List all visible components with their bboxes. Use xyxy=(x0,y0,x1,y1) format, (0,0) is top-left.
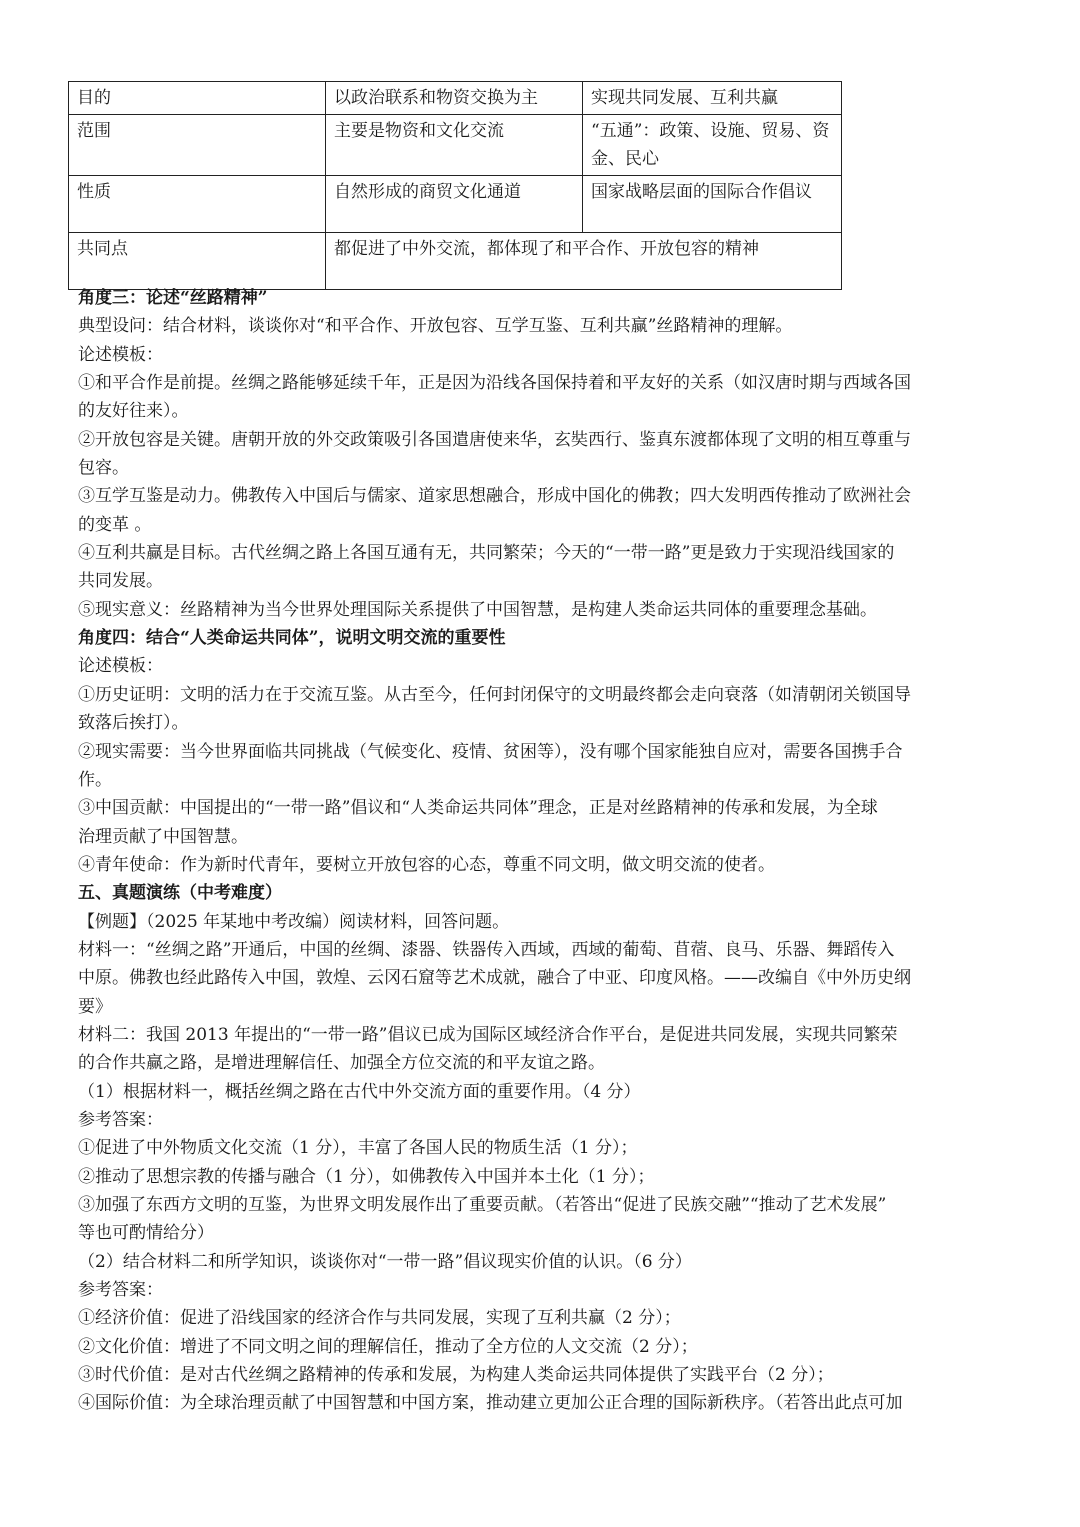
text-line: ①促进了中外物质文化交流（1 分），丰富了各国人民的物质生活（1 分）； xyxy=(78,1138,638,1159)
text-line: 中原。佛教也经此路传入中国，敦煌、云冈石窟等艺术成就，融合了中亚、印度风格。——改编自《中外历史纲 xyxy=(78,968,911,989)
text-line: 材料一：“丝绸之路”开通后，中国的丝绸、漆器、铁器传入西域，西域的葡萄、苜蓿、良马、乐器、舞蹈传入 xyxy=(78,939,895,960)
text-line: ②文化价值：增进了不同文明之间的理解信任，推动了全方位的人文交流（2 分）； xyxy=(78,1336,698,1357)
table-cell: 主要是物资和文化交流 xyxy=(326,115,583,176)
text-line: ②推动了思想宗教的传播与融合（1 分），如佛教传入中国并本土化（1 分）； xyxy=(78,1166,655,1187)
table-cell: 共同点 xyxy=(69,233,326,290)
text-line: 的变革 。 xyxy=(78,514,152,535)
table-cell: “五通”：政策、设施、贸易、资金、民心 xyxy=(583,115,842,176)
text-line: ④国际价值：为全球治理贡献了中国智慧和中国方案，推动建立更加公正合理的国际新秩序。（若答出此点可加 xyxy=(78,1393,903,1414)
body-text xyxy=(78,284,1008,1446)
text-line: 典型设问：结合材料，谈谈你对“和平合作、开放包容、互学互鉴、互利共赢”丝路精神的理解。 xyxy=(78,316,793,337)
table-cell: 自然形成的商贸文化通道 xyxy=(326,176,583,233)
text-line: 共同发展。 xyxy=(78,571,163,592)
table-row xyxy=(69,233,842,290)
text-line: 等也可酌情给分） xyxy=(78,1223,214,1244)
text-line: 的合作共赢之路，是增进理解信任、加强全方位交流的和平友谊之路。 xyxy=(78,1053,605,1074)
text-line: （2）结合材料二和所学知识，谈谈你对“一带一路”倡议现实价值的认识。（6 分） xyxy=(78,1251,692,1272)
text-line: ②开放包容是关键。唐朝开放的外交政策吸引各国遣唐使来华，玄奘西行、鉴真东渡都体现了文明的相互尊重与 xyxy=(78,429,911,450)
comparison-table xyxy=(68,81,842,290)
table-cell: 以政治联系和物资交换为主 xyxy=(326,82,583,115)
text-line: ①和平合作是前提。丝绸之路能够延续千年，正是因为沿线各国保持着和平友好的关系（如汉唐时期与西域各国 xyxy=(78,373,911,394)
table-cell: 国家战略层面的国际合作倡议 xyxy=(583,176,842,233)
table-cell: 性质 xyxy=(69,176,326,233)
text-line: 作。 xyxy=(78,769,112,790)
section-heading: 五、真题演练（中考难度） xyxy=(78,883,282,904)
text-line: 包容。 xyxy=(78,458,129,479)
table-row xyxy=(69,176,842,233)
table-row xyxy=(69,82,842,115)
table-row xyxy=(69,115,842,176)
text-line: 【例题】（2025 年某地中考改编）阅读材料，回答问题。 xyxy=(78,911,510,932)
text-line: 的友好往来）。 xyxy=(78,401,189,422)
text-line: ③中国贡献：中国提出的“一带一路”倡议和“人类命运共同体”理念，正是对丝路精神的传承和发展，为全球 xyxy=(78,798,878,819)
text-line: 治理贡献了中国智慧。 xyxy=(78,826,248,847)
text-line: 论述模板： xyxy=(78,656,163,677)
text-line: （1）根据材料一，概括丝绸之路在古代中外交流方面的重要作用。（4 分） xyxy=(78,1081,641,1102)
text-line: ①历史证明：文明的活力在于交流互鉴。从古至今，任何封闭保守的文明最终都会走向衰落（如清朝闭关锁国导 xyxy=(78,684,911,705)
table-cell: 都促进了中外交流，都体现了和平合作、开放包容的精神 xyxy=(326,233,842,290)
text-line: ④青年使命：作为新时代青年，要树立开放包容的心态，尊重不同文明，做文明交流的使者。 xyxy=(78,854,775,875)
table-cell: 实现共同发展、互利共赢 xyxy=(583,82,842,115)
text-line: ⑤现实意义：丝路精神为当今世界处理国际关系提供了中国智慧，是构建人类命运共同体的重要理念基础。 xyxy=(78,599,877,620)
table-cell: 范围 xyxy=(69,115,326,176)
text-line: 参考答案： xyxy=(78,1109,163,1130)
section-heading: 角度四：结合“人类命运共同体”，说明文明交流的重要性 xyxy=(78,628,506,649)
text-line: 论述模板： xyxy=(78,344,163,365)
text-line: ③互学互鉴是动力。佛教传入中国后与儒家、道家思想融合，形成中国化的佛教；四大发明西传推动了欧洲社会 xyxy=(78,486,911,507)
text-line: ①经济价值：促进了沿线国家的经济合作与共同发展，实现了互利共赢（2 分）； xyxy=(78,1308,681,1329)
text-line: 要》 xyxy=(78,996,112,1017)
text-line: ④互利共赢是目标。古代丝绸之路上各国互通有无，共同繁荣；今天的“一带一路”更是致力于实现沿线国家的 xyxy=(78,543,895,564)
text-line: 材料二：我国 2013 年提出的“一带一路”倡议已成为国际区域经济合作平台，是促进共同发展，实现共同繁荣 xyxy=(78,1024,898,1045)
text-line: 参考答案： xyxy=(78,1280,163,1301)
section-heading: 角度三：论述“丝路精神” xyxy=(78,288,268,308)
text-line: ③加强了东西方文明的互鉴，为世界文明发展作出了重要贡献。（若答出“促进了民族交融”“推动了艺术发展” xyxy=(78,1195,887,1215)
text-line: ②现实需要：当今世界面临共同挑战（气候变化、疫情、贫困等），没有哪个国家能独自应对，需要各国携手合 xyxy=(78,741,903,762)
text-line xyxy=(78,1418,1008,1446)
text-line: ③时代价值：是对古代丝绸之路精神的传承和发展，为构建人类命运共同体提供了实践平台（2 分）； xyxy=(78,1365,834,1386)
text-line: 致落后挨打）。 xyxy=(78,713,189,734)
table-cell: 目的 xyxy=(69,82,326,115)
